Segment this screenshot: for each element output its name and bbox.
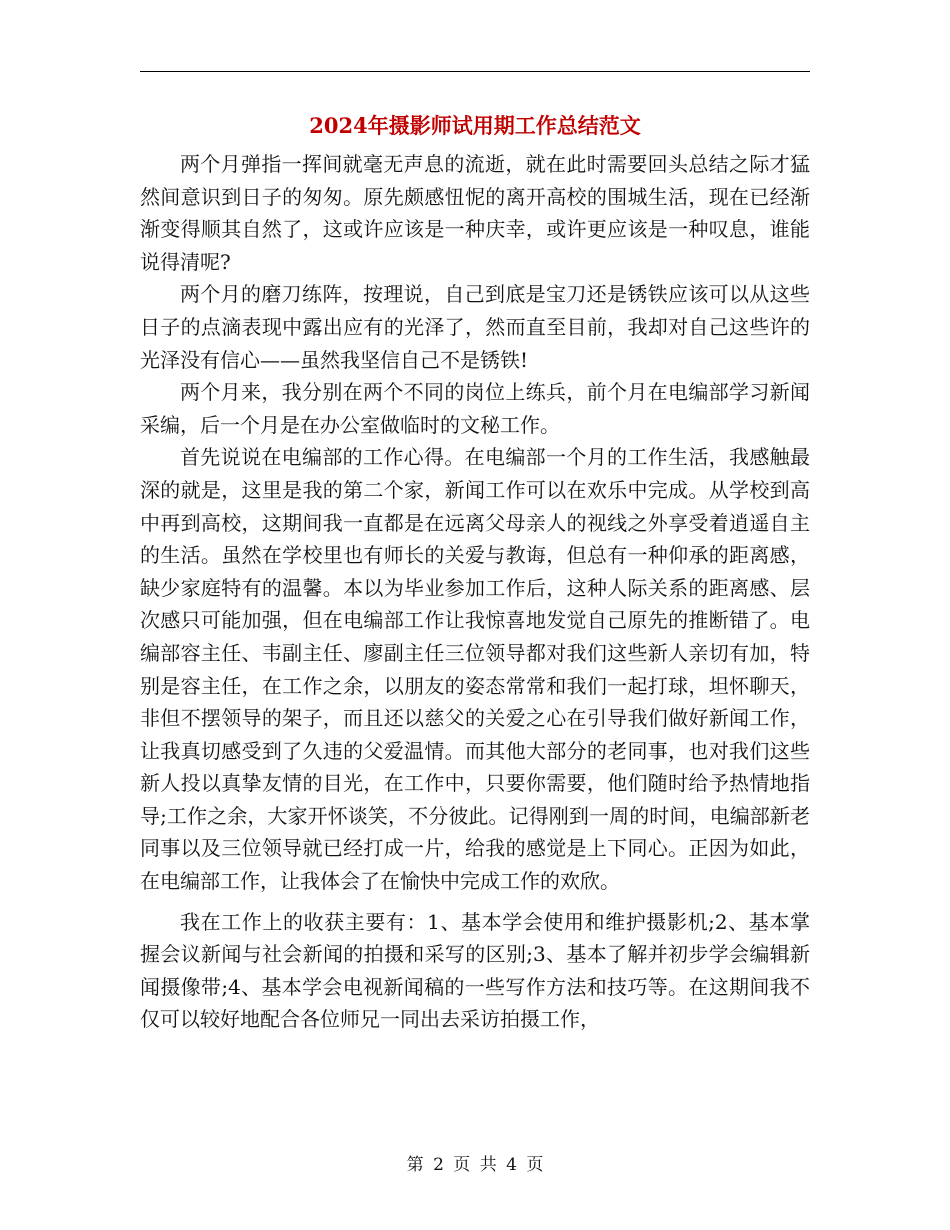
paragraph-2: 两个月的磨刀练阵，按理说，自己到底是宝刀还是锈铁应该可以从这些日子的点滴表现中露出应有的光泽了，然而直至目前，我却对自己这些许的光泽没有信心——虽然我坚信自己不是锈铁! bbox=[140, 282, 810, 372]
page-number-footer: 第 2 页 共 4 页 bbox=[406, 1155, 544, 1175]
paragraph-3: 两个月来，我分别在两个不同的岗位上练兵，前个月在电编部学习新闻采编，后一个月是在办公室做临时的文秘工作。 bbox=[140, 380, 810, 437]
header-rule bbox=[140, 71, 810, 72]
document-title: 2024年摄影师试用期工作总结范文 bbox=[309, 113, 641, 138]
paragraph-1: 两个月弹指一挥间就毫无声息的流逝，就在此时需要回头总结之际才猛然间意识到日子的匆匆。原先颇感忸怩的离开高校的围城生活，现在已经渐渐变得顺其自然了，这或许应该是一种庆幸，或许更应该是一种叹息，谁能说得清呢? bbox=[140, 152, 810, 274]
document-body bbox=[140, 148, 810, 1036]
paragraph-5: 我在工作上的收获主要有：1、基本学会使用和维护摄影机;2、基本掌握会议新闻与社会新闻的拍摄和采写的区别;3、基本了解并初步学会编辑新闻摄像带;4、基本学会电视新闻稿的一些写作方法和技巧等。在这期间我不仅可以较好地配合各位师兄一同出去采访拍摄工作， bbox=[140, 909, 810, 1032]
paragraph-4: 首先说说在电编部的工作心得。在电编部一个月的工作生活，我感触最深的就是，这里是我的第二个家，新闻工作可以在欢乐中完成。从学校到高中再到高校，这期间我一直都是在远离父母亲人的视线之外享受着逍遥自主的生活。虽然在学校里也有师长的关爱与教诲，但总有一种仰承的距离感，缺少家庭特有的温馨。本以为毕业参加工作后，这种人际关系的距离感、层次感只可能加强，但在电编部工作让我惊喜地发觉自己原先的推断错了。电编部容主任、韦副主任、廖副主任三位领导都对我们这些新人亲切有加，特别是容主任，在工作之余，以朋友的姿态常常和我们一起打球，坦怀聊天，非但不摆领导的架子，而且还以慈父的关爱之心在引导我们做好新闻工作，让我真切感受到了久违的父爱温情。而其他大部分的老同事，也对我们这些新人投以真挚友情的目光，在工作中，只要你需要，他们随时给予热情地指导;工作之余，大家开怀谈笑，不分彼此。记得刚到一周的时间，电编部新老同事以及三位领导就已经打成一片，给我的感觉是上下同心。正因为如此，在电编部工作，让我体会了在愉快中完成工作的欢欣。 bbox=[140, 445, 810, 894]
